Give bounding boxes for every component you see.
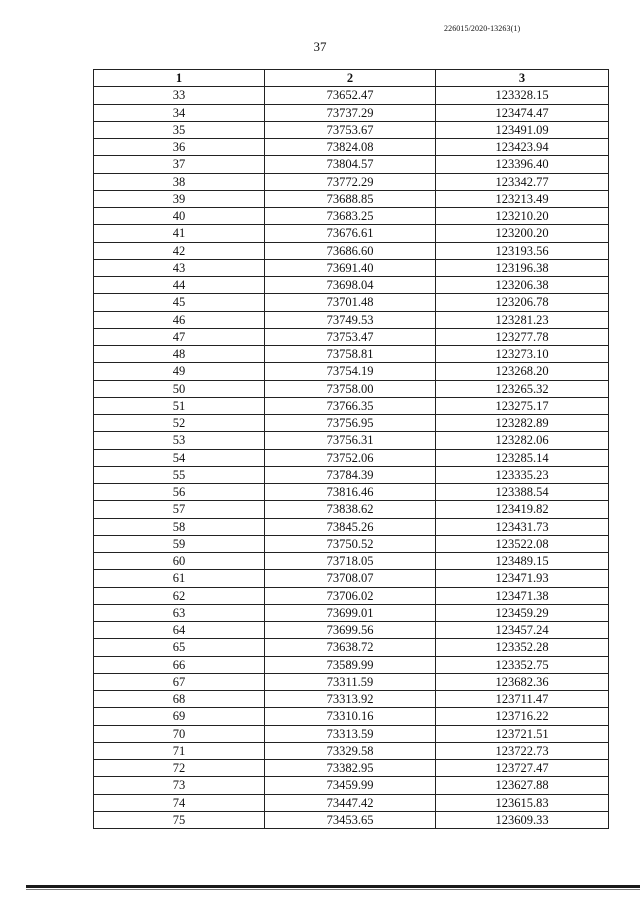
point-number-cell: 65 xyxy=(94,639,265,656)
x-coordinate-cell: 73691.40 xyxy=(265,259,436,276)
table-row xyxy=(94,570,609,587)
x-coordinate-cell: 73688.85 xyxy=(265,190,436,207)
x-coordinate-cell: 73683.25 xyxy=(265,208,436,225)
point-number-cell: 64 xyxy=(94,622,265,639)
table-row xyxy=(94,190,609,207)
y-coordinate-cell: 123711.47 xyxy=(436,691,609,708)
column-header-1: 1 xyxy=(94,70,265,87)
x-coordinate-cell: 73313.59 xyxy=(265,725,436,742)
x-coordinate-cell: 73756.31 xyxy=(265,432,436,449)
point-number-cell: 61 xyxy=(94,570,265,587)
table-row xyxy=(94,811,609,828)
x-coordinate-cell: 73758.00 xyxy=(265,380,436,397)
y-coordinate-cell: 123615.83 xyxy=(436,794,609,811)
table-header-row xyxy=(94,70,609,87)
point-number-cell: 69 xyxy=(94,708,265,725)
x-coordinate-cell: 73772.29 xyxy=(265,173,436,190)
document-reference: 226015/2020-13263(1) xyxy=(444,24,521,33)
table-row xyxy=(94,156,609,173)
point-number-cell: 49 xyxy=(94,363,265,380)
point-number-cell: 45 xyxy=(94,294,265,311)
y-coordinate-cell: 123716.22 xyxy=(436,708,609,725)
x-coordinate-cell: 73638.72 xyxy=(265,639,436,656)
table-row xyxy=(94,173,609,190)
page-number: 37 xyxy=(313,39,327,54)
x-coordinate-cell: 73676.61 xyxy=(265,225,436,242)
table-row xyxy=(94,449,609,466)
y-coordinate-cell: 123471.93 xyxy=(436,570,609,587)
x-coordinate-cell: 73313.92 xyxy=(265,691,436,708)
point-number-cell: 57 xyxy=(94,501,265,518)
point-number-cell: 72 xyxy=(94,760,265,777)
table-row xyxy=(94,708,609,725)
table-row xyxy=(94,311,609,328)
table-row xyxy=(94,242,609,259)
y-coordinate-cell: 123265.32 xyxy=(436,380,609,397)
table-row xyxy=(94,225,609,242)
y-coordinate-cell: 123193.56 xyxy=(436,242,609,259)
x-coordinate-cell: 73737.29 xyxy=(265,104,436,121)
point-number-cell: 56 xyxy=(94,484,265,501)
point-number-cell: 44 xyxy=(94,277,265,294)
y-coordinate-cell: 123282.06 xyxy=(436,432,609,449)
y-coordinate-cell: 123328.15 xyxy=(436,87,609,104)
point-number-cell: 67 xyxy=(94,673,265,690)
x-coordinate-cell: 73754.19 xyxy=(265,363,436,380)
point-number-cell: 41 xyxy=(94,225,265,242)
x-coordinate-cell: 73699.01 xyxy=(265,604,436,621)
x-coordinate-cell: 73329.58 xyxy=(265,742,436,759)
x-coordinate-cell: 73459.99 xyxy=(265,777,436,794)
table-row xyxy=(94,346,609,363)
point-number-cell: 34 xyxy=(94,104,265,121)
coordinates-table xyxy=(93,69,609,829)
x-coordinate-cell: 73447.42 xyxy=(265,794,436,811)
table-row xyxy=(94,622,609,639)
column-header-2: 2 xyxy=(265,70,436,87)
table-row xyxy=(94,535,609,552)
point-number-cell: 75 xyxy=(94,811,265,828)
table-row xyxy=(94,363,609,380)
x-coordinate-cell: 73382.95 xyxy=(265,760,436,777)
point-number-cell: 52 xyxy=(94,415,265,432)
table-row xyxy=(94,794,609,811)
x-coordinate-cell: 73589.99 xyxy=(265,656,436,673)
x-coordinate-cell: 73838.62 xyxy=(265,501,436,518)
table-row xyxy=(94,639,609,656)
x-coordinate-cell: 73652.47 xyxy=(265,87,436,104)
x-coordinate-cell: 73750.52 xyxy=(265,535,436,552)
table-row xyxy=(94,415,609,432)
table-row xyxy=(94,397,609,414)
y-coordinate-cell: 123352.75 xyxy=(436,656,609,673)
y-coordinate-cell: 123285.14 xyxy=(436,449,609,466)
point-number-cell: 68 xyxy=(94,691,265,708)
y-coordinate-cell: 123388.54 xyxy=(436,484,609,501)
table-row xyxy=(94,294,609,311)
x-coordinate-cell: 73753.47 xyxy=(265,328,436,345)
table-body xyxy=(94,87,609,829)
x-coordinate-cell: 73752.06 xyxy=(265,449,436,466)
x-coordinate-cell: 73816.46 xyxy=(265,484,436,501)
y-coordinate-cell: 123459.29 xyxy=(436,604,609,621)
point-number-cell: 59 xyxy=(94,535,265,552)
table-row xyxy=(94,518,609,535)
table-row xyxy=(94,553,609,570)
point-number-cell: 66 xyxy=(94,656,265,673)
table-row xyxy=(94,139,609,156)
point-number-cell: 71 xyxy=(94,742,265,759)
point-number-cell: 55 xyxy=(94,466,265,483)
table-row xyxy=(94,104,609,121)
y-coordinate-cell: 123471.38 xyxy=(436,587,609,604)
y-coordinate-cell: 123342.77 xyxy=(436,173,609,190)
point-number-cell: 36 xyxy=(94,139,265,156)
y-coordinate-cell: 123489.15 xyxy=(436,553,609,570)
point-number-cell: 62 xyxy=(94,587,265,604)
x-coordinate-cell: 73756.95 xyxy=(265,415,436,432)
footer-rule xyxy=(26,885,640,888)
point-number-cell: 54 xyxy=(94,449,265,466)
point-number-cell: 51 xyxy=(94,397,265,414)
y-coordinate-cell: 123282.89 xyxy=(436,415,609,432)
column-header-3: 3 xyxy=(436,70,609,87)
point-number-cell: 63 xyxy=(94,604,265,621)
y-coordinate-cell: 123722.73 xyxy=(436,742,609,759)
point-number-cell: 39 xyxy=(94,190,265,207)
point-number-cell: 37 xyxy=(94,156,265,173)
y-coordinate-cell: 123196.38 xyxy=(436,259,609,276)
x-coordinate-cell: 73310.16 xyxy=(265,708,436,725)
point-number-cell: 60 xyxy=(94,553,265,570)
y-coordinate-cell: 123268.20 xyxy=(436,363,609,380)
table-row xyxy=(94,587,609,604)
y-coordinate-cell: 123491.09 xyxy=(436,121,609,138)
table-row xyxy=(94,432,609,449)
point-number-cell: 46 xyxy=(94,311,265,328)
point-number-cell: 47 xyxy=(94,328,265,345)
table-row xyxy=(94,604,609,621)
x-coordinate-cell: 73706.02 xyxy=(265,587,436,604)
y-coordinate-cell: 123727.47 xyxy=(436,760,609,777)
x-coordinate-cell: 73753.67 xyxy=(265,121,436,138)
x-coordinate-cell: 73698.04 xyxy=(265,277,436,294)
y-coordinate-cell: 123609.33 xyxy=(436,811,609,828)
y-coordinate-cell: 123213.49 xyxy=(436,190,609,207)
y-coordinate-cell: 123210.20 xyxy=(436,208,609,225)
y-coordinate-cell: 123721.51 xyxy=(436,725,609,742)
table-row xyxy=(94,208,609,225)
table-row xyxy=(94,725,609,742)
point-number-cell: 58 xyxy=(94,518,265,535)
y-coordinate-cell: 123200.20 xyxy=(436,225,609,242)
y-coordinate-cell: 123431.73 xyxy=(436,518,609,535)
y-coordinate-cell: 123277.78 xyxy=(436,328,609,345)
point-number-cell: 48 xyxy=(94,346,265,363)
x-coordinate-cell: 73758.81 xyxy=(265,346,436,363)
point-number-cell: 43 xyxy=(94,259,265,276)
x-coordinate-cell: 73708.07 xyxy=(265,570,436,587)
point-number-cell: 35 xyxy=(94,121,265,138)
point-number-cell: 73 xyxy=(94,777,265,794)
point-number-cell: 42 xyxy=(94,242,265,259)
point-number-cell: 38 xyxy=(94,173,265,190)
x-coordinate-cell: 73824.08 xyxy=(265,139,436,156)
y-coordinate-cell: 123206.78 xyxy=(436,294,609,311)
y-coordinate-cell: 123419.82 xyxy=(436,501,609,518)
footer-rule-thin xyxy=(26,889,640,890)
y-coordinate-cell: 123281.23 xyxy=(436,311,609,328)
y-coordinate-cell: 123474.47 xyxy=(436,104,609,121)
table-row xyxy=(94,466,609,483)
table-row xyxy=(94,121,609,138)
table-row xyxy=(94,87,609,104)
table-row xyxy=(94,484,609,501)
y-coordinate-cell: 123352.28 xyxy=(436,639,609,656)
y-coordinate-cell: 123522.08 xyxy=(436,535,609,552)
y-coordinate-cell: 123206.38 xyxy=(436,277,609,294)
y-coordinate-cell: 123682.36 xyxy=(436,673,609,690)
point-number-cell: 70 xyxy=(94,725,265,742)
point-number-cell: 50 xyxy=(94,380,265,397)
x-coordinate-cell: 73701.48 xyxy=(265,294,436,311)
x-coordinate-cell: 73766.35 xyxy=(265,397,436,414)
x-coordinate-cell: 73845.26 xyxy=(265,518,436,535)
x-coordinate-cell: 73699.56 xyxy=(265,622,436,639)
x-coordinate-cell: 73749.53 xyxy=(265,311,436,328)
point-number-cell: 40 xyxy=(94,208,265,225)
table-row xyxy=(94,760,609,777)
table-row xyxy=(94,673,609,690)
x-coordinate-cell: 73686.60 xyxy=(265,242,436,259)
table-row xyxy=(94,380,609,397)
y-coordinate-cell: 123423.94 xyxy=(436,139,609,156)
x-coordinate-cell: 73311.59 xyxy=(265,673,436,690)
y-coordinate-cell: 123275.17 xyxy=(436,397,609,414)
y-coordinate-cell: 123335.23 xyxy=(436,466,609,483)
x-coordinate-cell: 73453.65 xyxy=(265,811,436,828)
y-coordinate-cell: 123273.10 xyxy=(436,346,609,363)
table-row xyxy=(94,328,609,345)
x-coordinate-cell: 73804.57 xyxy=(265,156,436,173)
y-coordinate-cell: 123457.24 xyxy=(436,622,609,639)
table-row xyxy=(94,777,609,794)
point-number-cell: 53 xyxy=(94,432,265,449)
y-coordinate-cell: 123396.40 xyxy=(436,156,609,173)
x-coordinate-cell: 73718.05 xyxy=(265,553,436,570)
table-row xyxy=(94,691,609,708)
table-row xyxy=(94,259,609,276)
point-number-cell: 74 xyxy=(94,794,265,811)
table-row xyxy=(94,742,609,759)
table-row xyxy=(94,277,609,294)
table-row xyxy=(94,501,609,518)
table-row xyxy=(94,656,609,673)
point-number-cell: 33 xyxy=(94,87,265,104)
x-coordinate-cell: 73784.39 xyxy=(265,466,436,483)
y-coordinate-cell: 123627.88 xyxy=(436,777,609,794)
